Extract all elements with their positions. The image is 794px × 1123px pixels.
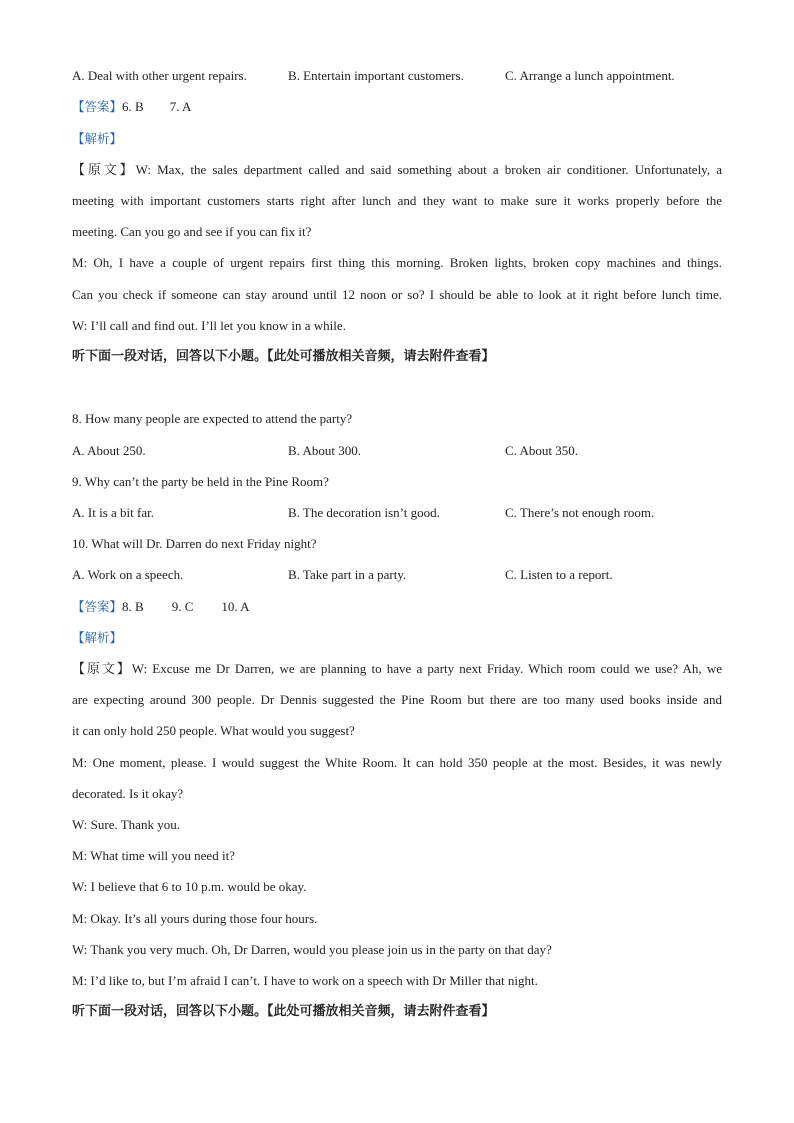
transcript-line: W: Thank you very much. Oh, Dr Darren, would you please join us in the party on that day? [72,942,552,957]
transcript-line: M: One moment, please. I would suggest the White Room. It can hold 350 people at the most. Besides, it was newly [72,755,722,770]
answer-q8: 8. B [122,599,144,614]
option-c: C. There’s not enough room. [505,505,655,520]
transcript-line: W: I believe that 6 to 10 p.m. would be okay. [72,879,307,894]
transcript-line: M: Okay. It’s all yours during those four hours. [72,911,318,926]
question-stem: 10. What will Dr. Darren do next Friday night? [72,536,317,551]
analysis-tag: 【解析】 [72,630,123,645]
answer-q7: 7. A [169,99,192,114]
transcript-line: 【原文】W: Excuse me Dr Darren, we are planning to have a party next Friday. Which room could we use? Ah, we [72,661,722,677]
answer-q6: 6. B [122,99,144,114]
question-stem: 9. Why can’t the party be held in the Pine Room? [72,474,329,489]
question-stem: 8. How many people are expected to attend the party? [72,411,353,426]
answer-tag: 【答案】 [72,99,123,114]
answer-line-2 [72,599,722,615]
transcript-line: M: Oh, I have a couple of urgent repairs first thing this morning. Broken lights, broken copy machines and things. [72,255,722,270]
listening-instruction: 听下面一段对话，回答以下小题。【此处可播放相关音频，请去附件查看】 [72,349,495,364]
option-a: A. Work on a speech. [72,567,184,582]
option-c: C. Listen to a report. [505,567,613,582]
transcript-tag: 【原文】 [72,163,136,178]
answer-q10: 10. A [221,599,250,614]
option-c: C. About 350. [505,443,578,458]
analysis-line-1 [72,131,722,147]
transcript-line: it can only hold 250 people. What would you suggest? [72,723,355,738]
transcript-line: are expecting around 300 people. Dr Dennis suggested the Pine Room but there are too many used books inside and [72,692,722,707]
answer-q9: 9. C [171,599,194,614]
transcript-line: decorated. Is it okay? [72,786,184,801]
option-b: B. Entertain important customers. [288,68,464,83]
answer-tag: 【答案】 [72,599,123,614]
answer-line-1 [72,99,722,115]
option-b: B. About 300. [288,443,361,458]
transcript-line: meeting with important customers starts right after lunch and they want to make sure it works properly before the [72,193,722,208]
transcript-line: M: I’d like to, but I’m afraid I can’t. I have to work on a speech with Dr Miller that night. [72,973,538,988]
transcript-line: W: I’ll call and find out. I’ll let you know in a while. [72,318,346,333]
option-a: A. Deal with other urgent repairs. [72,68,247,83]
transcript-tag: 【原文】 [72,662,132,677]
option-a: A. It is a bit far. [72,505,154,520]
transcript-line: Can you check if someone can stay around until 12 noon or so? I should be able to look at it right before lunch time. [72,287,722,302]
transcript-line: 【原文】W: Max, the sales department called and said something about a broken air conditioner. Unfortunately, a [72,162,722,178]
transcript-line: meeting. Can you go and see if you can fix it? [72,224,312,239]
option-b: B. The decoration isn’t good. [288,505,440,520]
analysis-tag: 【解析】 [72,131,123,146]
transcript-line: W: Sure. Thank you. [72,817,180,832]
option-b: B. Take part in a party. [288,567,407,582]
option-c: C. Arrange a lunch appointment. [505,68,675,83]
transcript-line: M: What time will you need it? [72,848,235,863]
analysis-line-2 [72,630,722,646]
option-a: A. About 250. [72,443,146,458]
listening-instruction: 听下面一段对话，回答以下小题。【此处可播放相关音频，请去附件查看】 [72,1004,495,1019]
